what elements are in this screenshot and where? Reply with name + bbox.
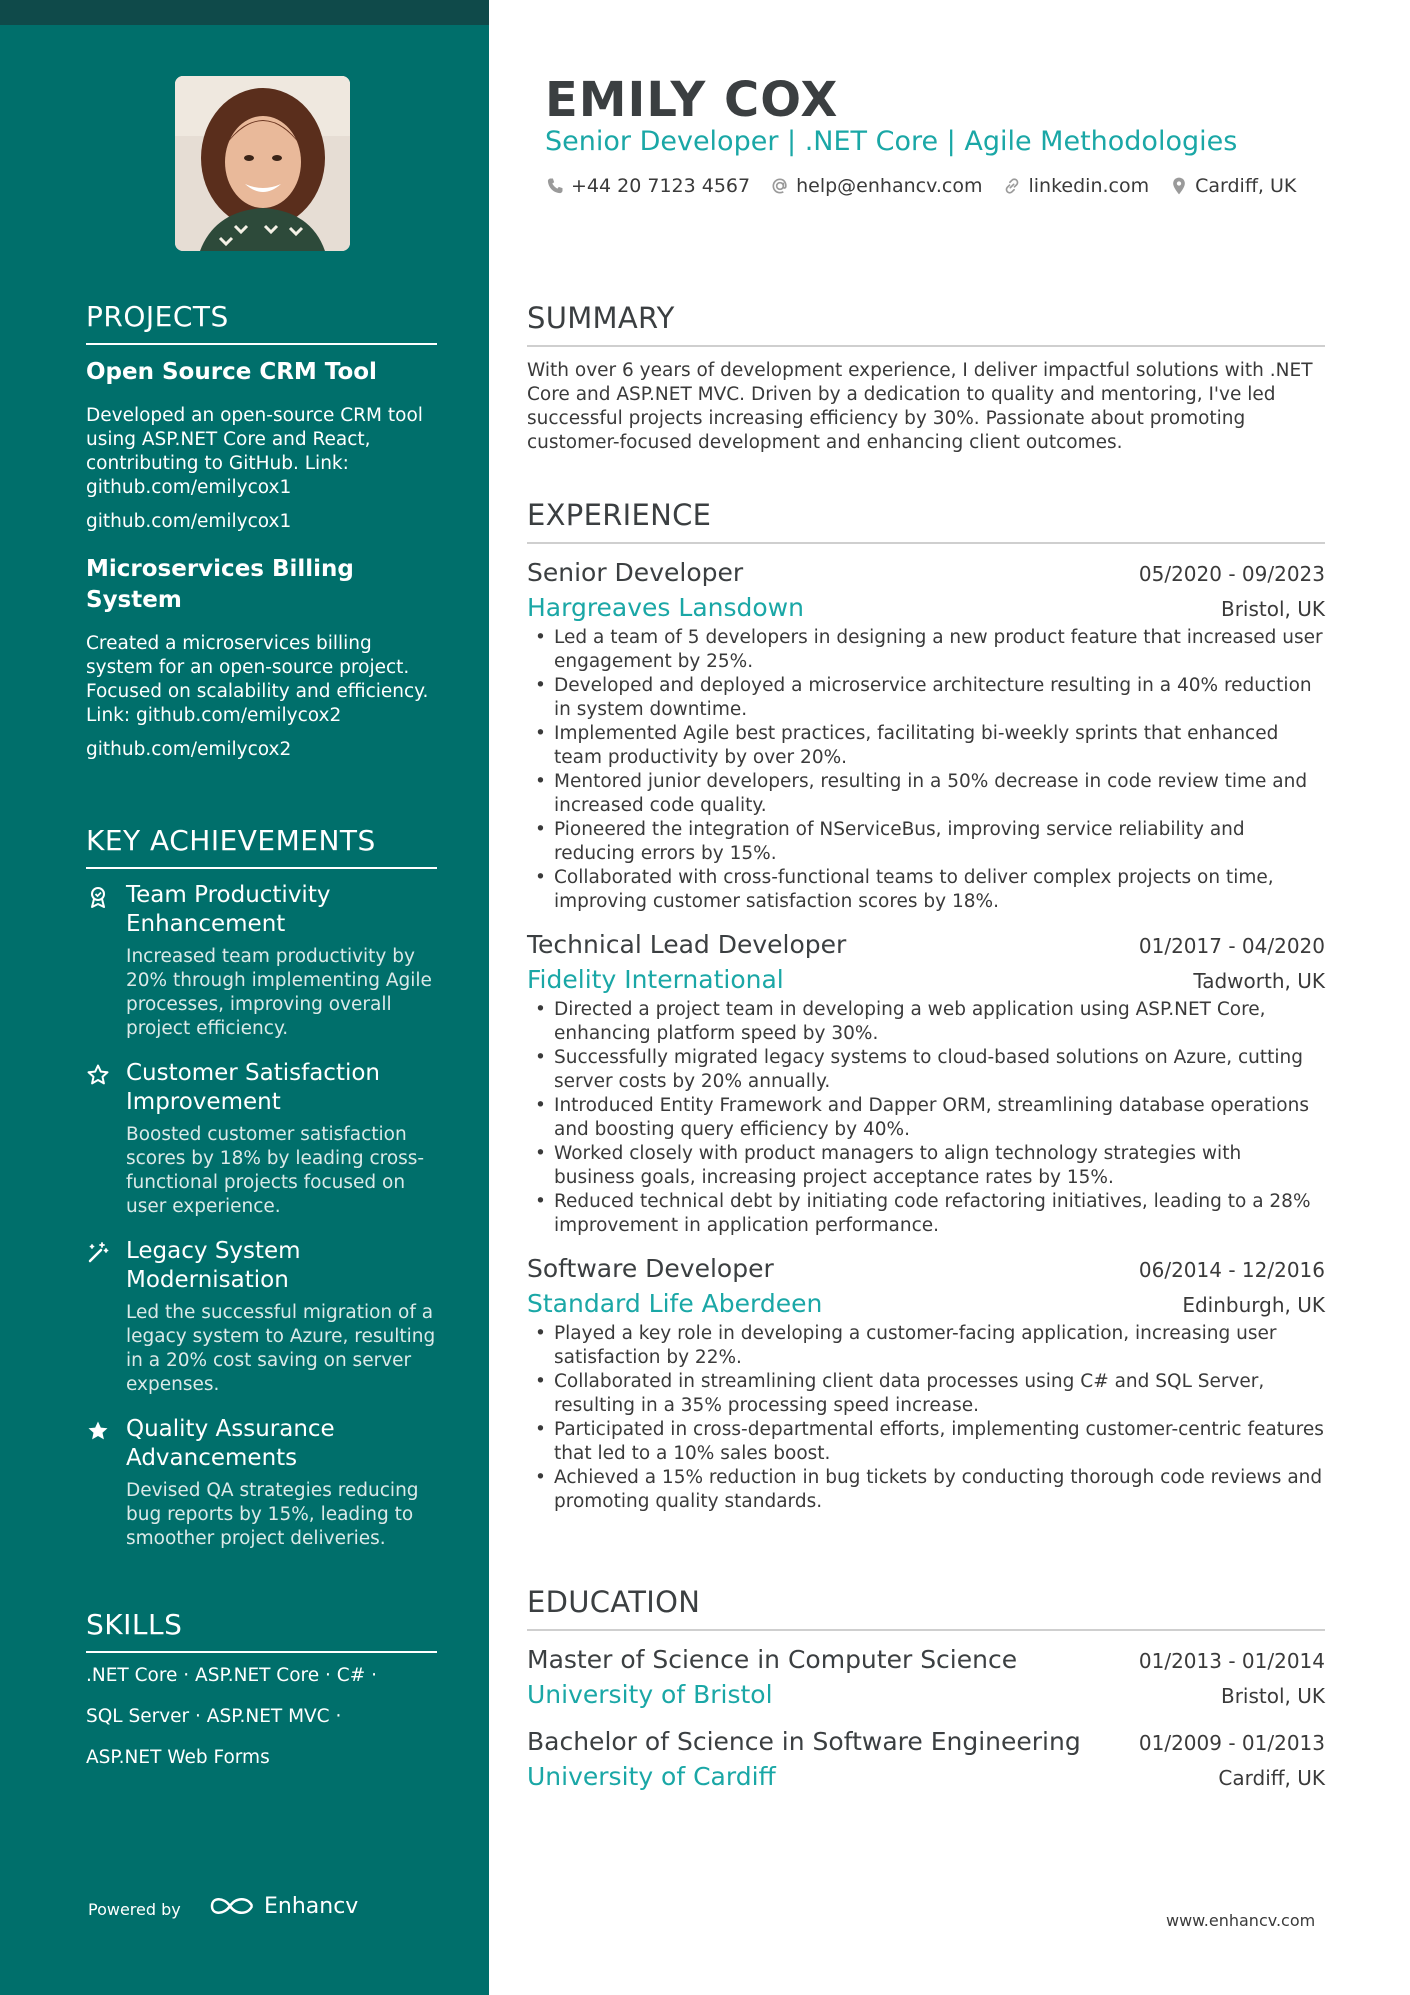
skills-line: SQL Server · ASP.NET MVC ·: [86, 1706, 342, 1727]
contact-email[interactable]: [770, 175, 982, 197]
job-bullets: [527, 626, 1325, 914]
achievement-title: Legacy System Modernisation: [126, 1238, 301, 1293]
job-bullet: • Directed a project team in developing a web application using ASP.NET Core, enhancing platform speed by 30%.: [527, 998, 1325, 1046]
education-location: Cardiff, UK: [1218, 1766, 1325, 1790]
ribbon-icon: [86, 885, 110, 909]
contact-linkedin-text: linkedin.com: [1028, 175, 1150, 197]
contact-location: [1169, 175, 1296, 197]
achievement-item: [86, 881, 437, 1041]
project-description: Developed an open-source CRM tool using ASP.NET Core and React, contributing to GitHub. Link: github.com/emilycox1: [86, 405, 423, 498]
education-school: University of Cardiff: [527, 1762, 776, 1791]
education-heading: EDUCATION: [527, 1585, 1325, 1631]
sidebar: [0, 0, 489, 1995]
project-item: [86, 554, 437, 762]
job-location: Tadworth, UK: [1193, 969, 1325, 993]
achievement-description: Increased team productivity by 20% through implementing Agile processes, improving overall project efficiency.: [126, 946, 432, 1039]
achievement-description: Led the successful migration of a legacy system to Azure, resulting in a 20% cost saving on server expenses.: [126, 1302, 436, 1395]
experience-heading: EXPERIENCE: [527, 498, 1325, 544]
education-school: University of Bristol: [527, 1680, 773, 1709]
job-dates: 06/2014 - 12/2016: [1138, 1258, 1325, 1282]
job-bullet: • Achieved a 15% reduction in bug tickets by conducting thorough code reviews and promoting quality standards.: [527, 1466, 1325, 1514]
enhancv-logo-text: Enhancv: [264, 1893, 359, 1919]
achievement-title: Customer Satisfaction Improvement: [126, 1060, 381, 1115]
achievements-heading: KEY ACHIEVEMENTS: [86, 824, 437, 869]
achievement-title: Team Productivity Enhancement: [126, 882, 331, 937]
contact-linkedin[interactable]: [1002, 175, 1149, 197]
achievement-item: [86, 1415, 437, 1551]
job-bullet: • Collaborated in streamlining client data processes using C# and SQL Server, resulting in a 35% processing speed increase.: [527, 1370, 1325, 1418]
skills-heading: SKILLS: [86, 1608, 437, 1653]
job-title: Senior Developer: [527, 558, 744, 587]
experience-section: [527, 498, 1325, 1528]
contact-location-text: Cardiff, UK: [1195, 175, 1297, 197]
star-filled-icon: [86, 1419, 110, 1443]
job-entry: [527, 556, 1325, 914]
job-bullets: [527, 1322, 1325, 1514]
location-pin-icon: [1169, 176, 1189, 196]
job-bullet: • Developed and deployed a microservice architecture resulting in a 40% reduction in system downtime.: [527, 674, 1325, 722]
project-link[interactable]: github.com/emilycox1: [86, 511, 292, 532]
achievement-title: Quality Assurance Advancements: [126, 1416, 335, 1471]
achievement-item: [86, 1237, 437, 1397]
job-entry: [527, 928, 1325, 1238]
footer-url[interactable]: www.enhancv.com: [1166, 1911, 1316, 1930]
job-dates: 05/2020 - 09/2023: [1138, 562, 1325, 586]
job-bullet: • Implemented Agile best practices, facilitating bi-weekly sprints that enhanced team productivity by over 20%.: [527, 722, 1325, 770]
projects-section: [86, 300, 437, 782]
powered-by-label: Powered by: [88, 1900, 181, 1919]
at-icon: [770, 176, 790, 196]
job-bullet: • Led a team of 5 developers in designing a new product feature that increased user engagement by 25%.: [527, 626, 1325, 674]
job-entry: [527, 1252, 1325, 1514]
contact-email-text: help@enhancv.com: [796, 175, 983, 197]
project-title: Microservices Billing System: [86, 556, 354, 613]
summary-heading: SUMMARY: [527, 301, 1325, 347]
portrait-image: [175, 76, 350, 251]
job-bullet: • Introduced Entity Framework and Dapper ORM, streamlining database operations and boosting query efficiency by 40%.: [527, 1094, 1325, 1142]
candidate-name: EMILY COX: [545, 72, 839, 128]
achievement-item: [86, 1059, 437, 1219]
summary-text: With over 6 years of development experience, I deliver impactful solutions with .NET Core and ASP.NET MVC. Driven by a dedication to quality and mentoring, I've led successful projects increasing efficiency by 30%. Passionate about promoting customer-focused development and enhancing client outcomes.: [527, 360, 1313, 453]
contact-phone[interactable]: [545, 175, 750, 197]
achievements-section: [86, 824, 437, 1569]
job-bullet: • Reduced technical debt by initiating code refactoring initiatives, leading to a 28% improvement in application performance.: [527, 1190, 1325, 1238]
profile-photo: [175, 76, 350, 251]
education-location: Bristol, UK: [1220, 1684, 1325, 1708]
project-item: [86, 357, 437, 534]
job-bullets: [527, 998, 1325, 1238]
magic-wand-icon: [86, 1241, 110, 1265]
job-company: Standard Life Aberdeen: [527, 1289, 823, 1318]
achievement-description: Boosted customer satisfaction scores by 18% by leading cross-functional projects focused on user experience.: [126, 1124, 425, 1217]
job-company: Hargreaves Lansdown: [527, 593, 804, 622]
skills-line: .NET Core · ASP.NET Core · C# ·: [86, 1665, 377, 1686]
education-degree: Master of Science in Computer Science: [527, 1645, 1018, 1674]
job-bullet: • Collaborated with cross-functional teams to deliver complex projects on time, improving customer satisfaction scores by 18%.: [527, 866, 1325, 914]
education-dates: 01/2013 - 01/2014: [1138, 1649, 1325, 1673]
enhancv-logo-icon: [208, 1893, 256, 1919]
job-bullet: • Played a key role in developing a customer-facing application, increasing user satisfaction by 22%.: [527, 1322, 1325, 1370]
skills-section: [86, 1608, 437, 1778]
project-title: Open Source CRM Tool: [86, 359, 377, 385]
job-bullet: • Participated in cross-departmental efforts, implementing customer-centric features that led to a 10% sales boost.: [527, 1418, 1325, 1466]
education-section: [527, 1585, 1325, 1807]
phone-icon: [545, 176, 565, 196]
summary-section: [527, 301, 1325, 455]
job-company: Fidelity International: [527, 965, 784, 994]
education-entry: [527, 1725, 1325, 1795]
job-bullet: • Worked closely with product managers to align technology strategies with business goals, increasing project acceptance rates by 15%.: [527, 1142, 1325, 1190]
candidate-headline: Senior Developer | .NET Core | Agile Methodologies: [545, 126, 1238, 157]
education-degree: Bachelor of Science in Software Engineering: [527, 1727, 1081, 1756]
link-icon: [1002, 176, 1022, 196]
education-entry: [527, 1643, 1325, 1713]
star-outline-icon: [86, 1063, 110, 1087]
contact-phone-text: +44 20 7123 4567: [571, 175, 751, 197]
achievement-description: Devised QA strategies reducing bug reports by 15%, leading to smoother project deliveries.: [126, 1480, 419, 1549]
job-location: Bristol, UK: [1220, 597, 1325, 621]
job-title: Software Developer: [527, 1254, 774, 1283]
job-dates: 01/2017 - 04/2020: [1138, 934, 1325, 958]
projects-heading: PROJECTS: [86, 300, 437, 345]
sidebar-top-bar: [0, 0, 489, 25]
contact-bar: [545, 175, 1296, 197]
enhancv-logo[interactable]: [208, 1893, 358, 1919]
skills-line: ASP.NET Web Forms: [86, 1747, 270, 1768]
job-bullet: • Successfully migrated legacy systems to cloud-based solutions on Azure, cutting server costs by 20% annually.: [527, 1046, 1325, 1094]
job-bullet: • Pioneered the integration of NServiceBus, improving service reliability and reducing errors by 15%.: [527, 818, 1325, 866]
project-link[interactable]: github.com/emilycox2: [86, 739, 292, 760]
education-dates: 01/2009 - 01/2013: [1138, 1731, 1325, 1755]
job-location: Edinburgh, UK: [1182, 1293, 1325, 1317]
job-title: Technical Lead Developer: [527, 930, 847, 959]
project-description: Created a microservices billing system for an open-source project. Focused on scalability and efficiency. Link: github.com/emilycox2: [86, 633, 429, 726]
job-bullet: • Mentored junior developers, resulting in a 50% decrease in code review time and increased code quality.: [527, 770, 1325, 818]
